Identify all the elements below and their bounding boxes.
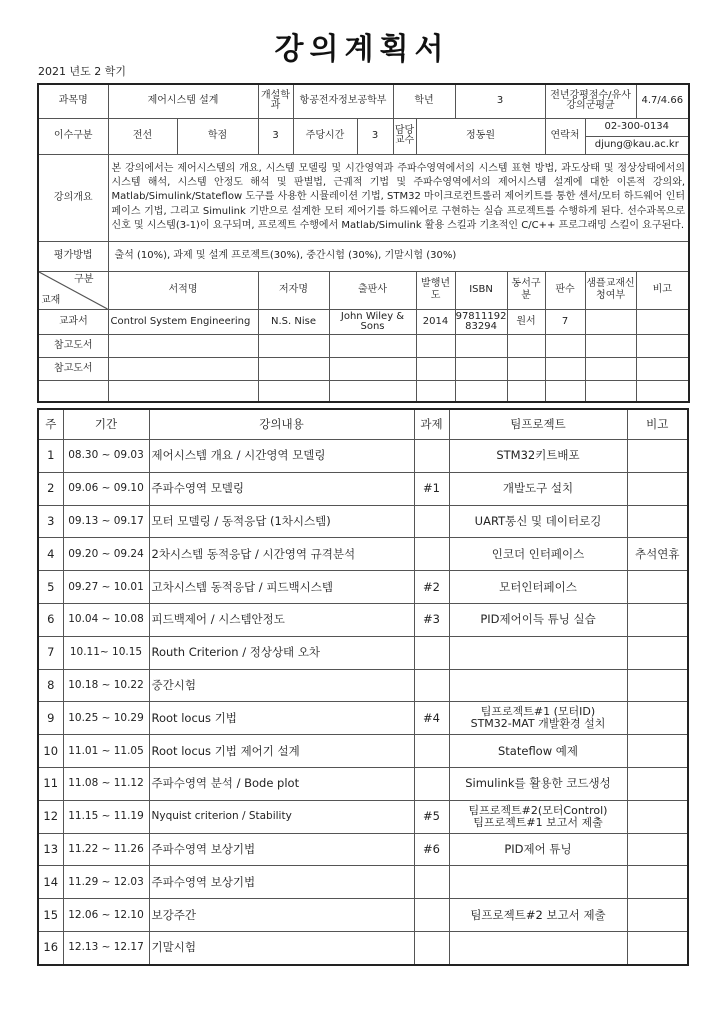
assignment: #6 <box>414 833 449 866</box>
note <box>627 669 688 702</box>
grade-value: 3 <box>455 84 545 118</box>
schedule-row <box>38 505 688 538</box>
schedule-row <box>38 538 688 571</box>
assignment <box>414 735 449 768</box>
period: 09.13 ~ 09.17 <box>63 505 149 538</box>
corner-top-label: 구분 <box>74 273 94 285</box>
category-value: 전선 <box>108 118 177 154</box>
note <box>627 603 688 636</box>
week-number: 12 <box>38 800 63 833</box>
textbook-edition <box>545 380 585 402</box>
semester-label: 2021 년도 2 학기 <box>38 65 126 78</box>
textbook-origin <box>507 334 545 357</box>
th-sample: 샘플교재신청여부 <box>585 271 636 309</box>
assignment: #2 <box>414 571 449 604</box>
team-project: 팀프로젝트#2 보고서 제출 <box>449 899 627 932</box>
team-project <box>449 800 627 833</box>
textbook-edition: 7 <box>545 309 585 334</box>
team-project: 모터인터페이스 <box>449 571 627 604</box>
course-info-table <box>37 83 690 403</box>
team-project: 개발도구 설치 <box>449 472 627 505</box>
textbook-header-row <box>38 271 689 309</box>
textbook-year <box>416 357 455 380</box>
textbook-row <box>38 380 689 402</box>
textbook-type: 참고도서 <box>38 357 108 380</box>
week-number: 4 <box>38 538 63 571</box>
week-number: 16 <box>38 931 63 964</box>
period: 09.27 ~ 10.01 <box>63 571 149 604</box>
week-number: 15 <box>38 899 63 932</box>
th-origin: 동서구분 <box>507 271 545 309</box>
week-number: 1 <box>38 440 63 473</box>
lecture-content: 주파수영역 보상기법 <box>149 866 414 899</box>
lecture-content: 주파수영역 분석 / Bode plot <box>149 767 414 800</box>
assignment <box>414 669 449 702</box>
period: 12.13 ~ 12.17 <box>63 931 149 964</box>
note: 추석연휴 <box>627 538 688 571</box>
week-number: 13 <box>38 833 63 866</box>
note <box>627 833 688 866</box>
th-edition: 판수 <box>545 271 585 309</box>
lecture-content: 주파수영역 보상기법 <box>149 833 414 866</box>
evaluation-row <box>38 241 689 271</box>
team-project: Simulink를 활용한 코드생성 <box>449 767 627 800</box>
schedule-row <box>38 603 688 636</box>
period: 11.29 ~ 12.03 <box>63 866 149 899</box>
schedule-row <box>38 636 688 669</box>
team-project: 인코더 인터페이스 <box>449 538 627 571</box>
textbook-isbn: 9781119283294 <box>455 309 507 334</box>
lecture-content: 중간시험 <box>149 669 414 702</box>
textbook-edition <box>545 334 585 357</box>
week-number: 5 <box>38 571 63 604</box>
team-project: PID제어이득 튜닝 실습 <box>449 603 627 636</box>
contact-label: 연락처 <box>545 118 585 154</box>
period: 09.20 ~ 09.24 <box>63 538 149 571</box>
lecture-content: 피드백제어 / 시스템안정도 <box>149 603 414 636</box>
note <box>627 767 688 800</box>
textbook-author <box>258 334 329 357</box>
assignment <box>414 767 449 800</box>
th-week: 주 <box>38 409 63 440</box>
dept-label: 개설학과 <box>258 84 293 118</box>
note <box>627 931 688 964</box>
textbook-type: 교과서 <box>38 309 108 334</box>
schedule-row <box>38 735 688 768</box>
professor-label: 담당교수 <box>393 118 416 154</box>
course-row-1 <box>38 84 689 118</box>
lecture-content: Root locus 기법 제어기 설계 <box>149 735 414 768</box>
corner-bottom-label: 교재 <box>41 294 61 306</box>
th-assignment: 과제 <box>414 409 449 440</box>
textbook-note <box>636 334 689 357</box>
prev-eval-label: 전년강평점수/유사강의군평균 <box>545 84 636 118</box>
textbook-title <box>108 334 258 357</box>
th-project: 팀프로젝트 <box>449 409 627 440</box>
document-title: 강의계획서 <box>274 32 450 67</box>
lecture-content: Nyquist criterion / Stability <box>149 800 414 833</box>
schedule-row <box>38 702 688 735</box>
period: 11.22 ~ 11.26 <box>63 833 149 866</box>
course-name-label: 과목명 <box>38 84 108 118</box>
textbook-author <box>258 357 329 380</box>
assignment <box>414 636 449 669</box>
note <box>627 735 688 768</box>
week-number: 11 <box>38 767 63 800</box>
contact-email: djung@kau.ac.kr <box>585 136 689 154</box>
schedule-row <box>38 899 688 932</box>
lecture-content: Routh Criterion / 정상상태 오차 <box>149 636 414 669</box>
note <box>627 472 688 505</box>
dept-value: 항공전자정보공학부 <box>293 84 393 118</box>
professor-name: 정동원 <box>416 118 545 154</box>
schedule-row <box>38 866 688 899</box>
note <box>627 899 688 932</box>
note <box>627 866 688 899</box>
period: 12.06 ~ 12.10 <box>63 899 149 932</box>
lecture-content: 모터 모델링 / 동적응답 (1차시스템) <box>149 505 414 538</box>
team-project: PID제어 튜닝 <box>449 833 627 866</box>
textbook-year: 2014 <box>416 309 455 334</box>
category-label: 이수구분 <box>38 118 108 154</box>
period: 10.18 ~ 10.22 <box>63 669 149 702</box>
textbook-title <box>108 380 258 402</box>
assignment <box>414 440 449 473</box>
overview-text: 본 강의에서는 제어시스템의 개요, 시스템 모델링 및 시간영역과 주파수영역에서의 시스템 표현 방법, 과도상태 및 정상상태에서의 시스템 해석, 시스템 안정도 해석 및 판별법, 근궤적 기법 및 주파수영역에서의 제어시스템 설계에 대한 이론적 강의와, Matlab/Simulink/Stateflow 도구를 사용한 시뮬레이션 기법, STM32 마이크로컨트롤러 제어키트를 통한 센서/모터 하드웨어 인터페이스 기법, 그리고 Simulink 기반으로 설계한 모터 제어기를 하드웨어로 구현하는 실습 프로젝트를 수행하게 된다. 선수과목으로 신호 및 시스템(3-1)이 요구되며, 프로젝트 수행에서 Matlab/Simulink 활용 스킬과 기초적인 C/C++ 프로그래밍 스킬이 요구된다. <box>108 154 689 241</box>
team-project <box>449 702 627 735</box>
assignment <box>414 538 449 571</box>
team-project: Stateflow 예제 <box>449 735 627 768</box>
period: 10.11~ 10.15 <box>63 636 149 669</box>
period: 10.25 ~ 10.29 <box>63 702 149 735</box>
textbook-edition <box>545 357 585 380</box>
team-project-line: 팀프로젝트#2(모터Control) <box>468 803 608 817</box>
week-number: 14 <box>38 866 63 899</box>
textbook-title: Control System Engineering <box>108 309 258 334</box>
textbook-note <box>636 380 689 402</box>
textbook-year <box>416 334 455 357</box>
textbook-title <box>108 357 258 380</box>
textbook-type: 참고도서 <box>38 334 108 357</box>
th-isbn: ISBN <box>455 271 507 309</box>
th-year: 발행년도 <box>416 271 455 309</box>
th-author: 저자명 <box>258 271 329 309</box>
contact-phone: 02-300-0134 <box>585 118 689 136</box>
week-number: 2 <box>38 472 63 505</box>
team-project-line: 팀프로젝트#1 (모터ID) <box>480 705 596 719</box>
textbook-origin <box>507 380 545 402</box>
note <box>627 571 688 604</box>
textbook-isbn <box>455 334 507 357</box>
period: 11.01 ~ 11.05 <box>63 735 149 768</box>
week-number: 9 <box>38 702 63 735</box>
textbook-type <box>38 380 108 402</box>
assignment <box>414 505 449 538</box>
textbook-publisher <box>329 334 416 357</box>
schedule-row <box>38 571 688 604</box>
note <box>627 800 688 833</box>
overview-label: 강의개요 <box>38 154 108 241</box>
overview-row <box>38 154 689 241</box>
assignment <box>414 899 449 932</box>
schedule-table <box>37 408 689 966</box>
evaluation-label: 평가방법 <box>38 241 108 271</box>
week-number: 3 <box>38 505 63 538</box>
th-publisher: 출판사 <box>329 271 416 309</box>
textbook-row <box>38 334 689 357</box>
week-number: 6 <box>38 603 63 636</box>
period: 11.15 ~ 11.19 <box>63 800 149 833</box>
note <box>627 702 688 735</box>
period: 10.04 ~ 10.08 <box>63 603 149 636</box>
evaluation-text: 출석 (10%), 과제 및 설계 프로젝트(30%), 중간시험 (30%), 기말시험 (30%) <box>108 241 689 271</box>
textbook-year <box>416 380 455 402</box>
team-project <box>449 866 627 899</box>
schedule-header-row <box>38 409 688 440</box>
schedule-row <box>38 669 688 702</box>
schedule-row <box>38 833 688 866</box>
schedule-row <box>38 472 688 505</box>
prev-eval-value: 4.7/4.66 <box>636 84 689 118</box>
credits-value: 3 <box>258 118 293 154</box>
team-project <box>449 669 627 702</box>
team-project-line: STM32-MAT 개발환경 설치 <box>470 717 606 731</box>
schedule-body <box>38 440 688 965</box>
assignment: #1 <box>414 472 449 505</box>
textbook-row <box>38 357 689 380</box>
assignment <box>414 931 449 964</box>
textbook-origin <box>507 357 545 380</box>
textbook-author: N.S. Nise <box>258 309 329 334</box>
team-project <box>449 931 627 964</box>
assignment: #5 <box>414 800 449 833</box>
lecture-content: 주파수영역 모델링 <box>149 472 414 505</box>
textbook-publisher <box>329 380 416 402</box>
assignment: #4 <box>414 702 449 735</box>
team-project: STM32키트배포 <box>449 440 627 473</box>
week-number: 8 <box>38 669 63 702</box>
note <box>627 636 688 669</box>
th-period: 기간 <box>63 409 149 440</box>
hours-label: 주당시간 <box>293 118 357 154</box>
textbook-sample <box>585 334 636 357</box>
textbook-note <box>636 309 689 334</box>
lecture-content: 기말시험 <box>149 931 414 964</box>
th-content: 강의내용 <box>149 409 414 440</box>
textbook-corner-cell <box>38 271 108 309</box>
course-row-2a <box>38 118 689 136</box>
textbook-origin: 원서 <box>507 309 545 334</box>
textbook-note <box>636 357 689 380</box>
week-number: 7 <box>38 636 63 669</box>
schedule-row <box>38 931 688 964</box>
week-number: 10 <box>38 735 63 768</box>
textbook-sample <box>585 357 636 380</box>
textbook-sample <box>585 380 636 402</box>
textbook-isbn <box>455 380 507 402</box>
note <box>627 440 688 473</box>
lecture-content: 고차시스템 동적응답 / 피드백시스템 <box>149 571 414 604</box>
hours-value: 3 <box>357 118 393 154</box>
period: 09.06 ~ 09.10 <box>63 472 149 505</box>
textbook-author <box>258 380 329 402</box>
team-project: UART통신 및 데이터로깅 <box>449 505 627 538</box>
assignment: #3 <box>414 603 449 636</box>
schedule-row <box>38 767 688 800</box>
th-note: 비고 <box>627 409 688 440</box>
credits-label: 학점 <box>177 118 258 154</box>
textbook-sample <box>585 309 636 334</box>
grade-label: 학년 <box>393 84 455 118</box>
note <box>627 505 688 538</box>
team-project <box>449 636 627 669</box>
period: 11.08 ~ 11.12 <box>63 767 149 800</box>
period: 08.30 ~ 09.03 <box>63 440 149 473</box>
textbook-publisher <box>329 357 416 380</box>
lecture-content: 2차시스템 동적응답 / 시간영역 규격분석 <box>149 538 414 571</box>
textbook-row <box>38 309 689 334</box>
textbook-isbn <box>455 357 507 380</box>
lecture-content: 보강주간 <box>149 899 414 932</box>
lecture-content: 제어시스템 개요 / 시간영역 모델링 <box>149 440 414 473</box>
th-note: 비고 <box>636 271 689 309</box>
course-name: 제어시스템 설계 <box>108 84 258 118</box>
schedule-row <box>38 440 688 473</box>
lecture-content: Root locus 기법 <box>149 702 414 735</box>
team-project-line: 팀프로젝트#1 보고서 제출 <box>473 815 603 829</box>
textbook-publisher: John Wiley & Sons <box>329 309 416 334</box>
th-book-title: 서적명 <box>108 271 258 309</box>
assignment <box>414 866 449 899</box>
schedule-row <box>38 800 688 833</box>
